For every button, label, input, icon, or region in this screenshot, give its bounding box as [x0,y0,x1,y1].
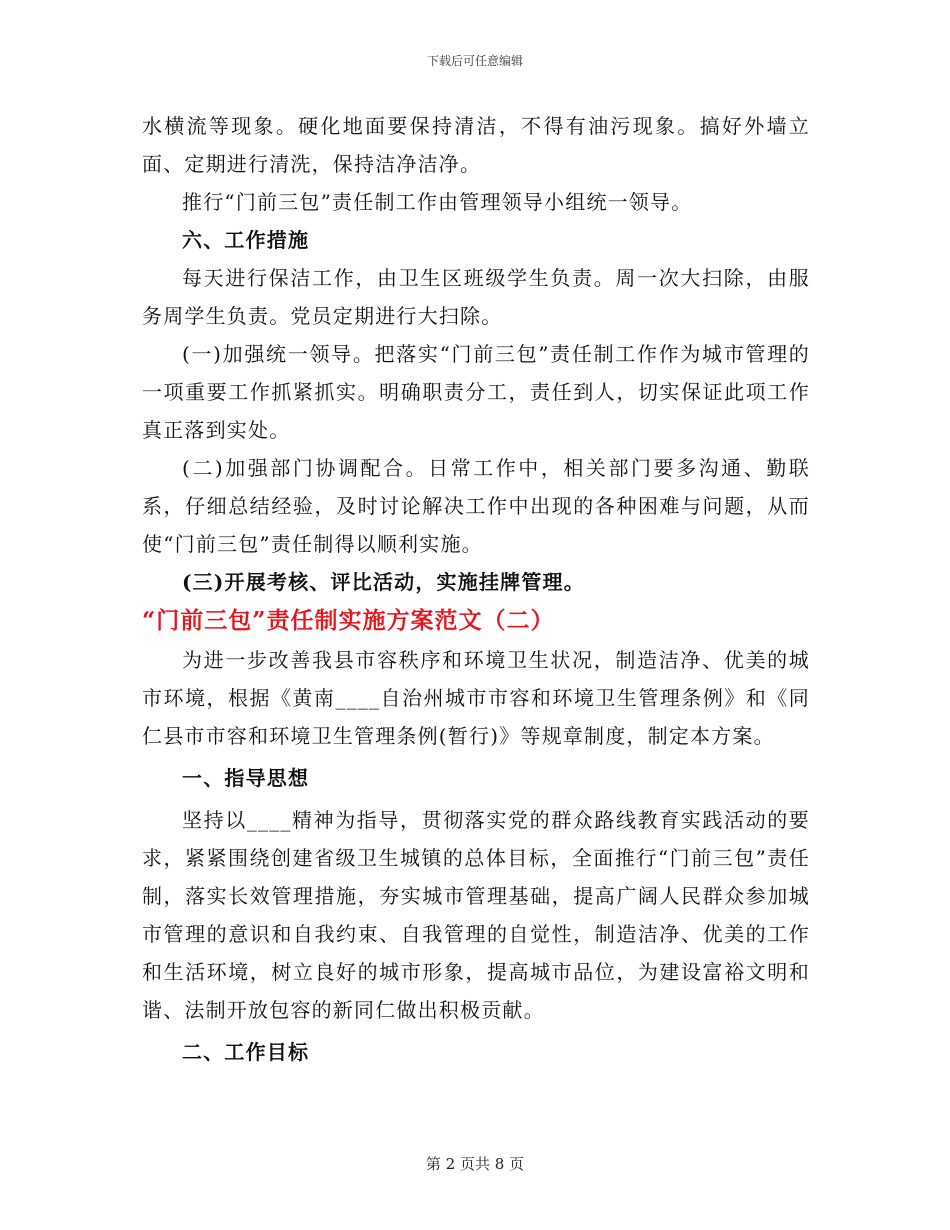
paragraph-6: 为进一步改善我县市容秩序和环境卫生状况，制造洁净、优美的城市环境，根据《黄南____自治州城市市容和环境卫生管理条例》和《同仁县市市容和环境卫生管理条例(暂行)》等规章制度，制定本方案。 [142,648,810,748]
section-heading-6: 六、工作措施 [182,228,310,252]
page-number: 第 2 页共 8 页 [425,1155,525,1173]
paragraph-4: (一)加强统一领导。把落实“门前三包”责任制工作作为城市管理的一项重要工作抓紧抓实。明确职责分工，责任到人，切实保证此项工作真正落到实处。 [142,342,810,442]
paragraph-1: 水横流等现象。硬化地面要保持清洁，不得有油污现象。搞好外墙立面、定期进行清洗，保持洁净洁净。 [142,114,810,176]
paragraph-2: 推行“门前三包”责任制工作由管理领导小组统一领导。 [182,190,693,214]
article-title: “门前三包”责任制实施方案范文（二） [142,607,555,634]
section-heading-2: 二、工作目标 [182,1040,310,1064]
paragraph-3: 每天进行保洁工作，由卫生区班级学生负责。周一次大扫除，由服务周学生负责。党员定期进行大扫除。 [142,266,810,328]
subsection-heading-3: (三)开展考核、评比活动，实施挂牌管理。 [182,570,585,594]
paragraph-5: (二)加强部门协调配合。日常工作中，相关部门要多沟通、勤联系，仔细总结经验，及时讨论解决工作中出现的各种困难与问题，从而使“门前三包”责任制得以顺利实施。 [142,456,810,556]
document-body [142,107,810,1071]
paragraph-7: 坚持以____精神为指导，贯彻落实党的群众路线教育实践活动的要求，紧紧围绕创建省级卫生城镇的总体目标，全面推行“门前三包”责任制，落实长效管理措施，夯实城市管理基础，提高广阔人民群众参加城市管理的意识和自我约束、自我管理的自觉性，制造洁净、优美的工作和生活环境，树立良好的城市形象，提高城市品位，为建设富裕文明和谐、法制开放包容的新同仁做出积极贡献。 [142,808,810,1022]
section-heading-1: 一、指导思想 [182,766,310,790]
page-header: 下载后可任意编辑 [426,54,523,68]
